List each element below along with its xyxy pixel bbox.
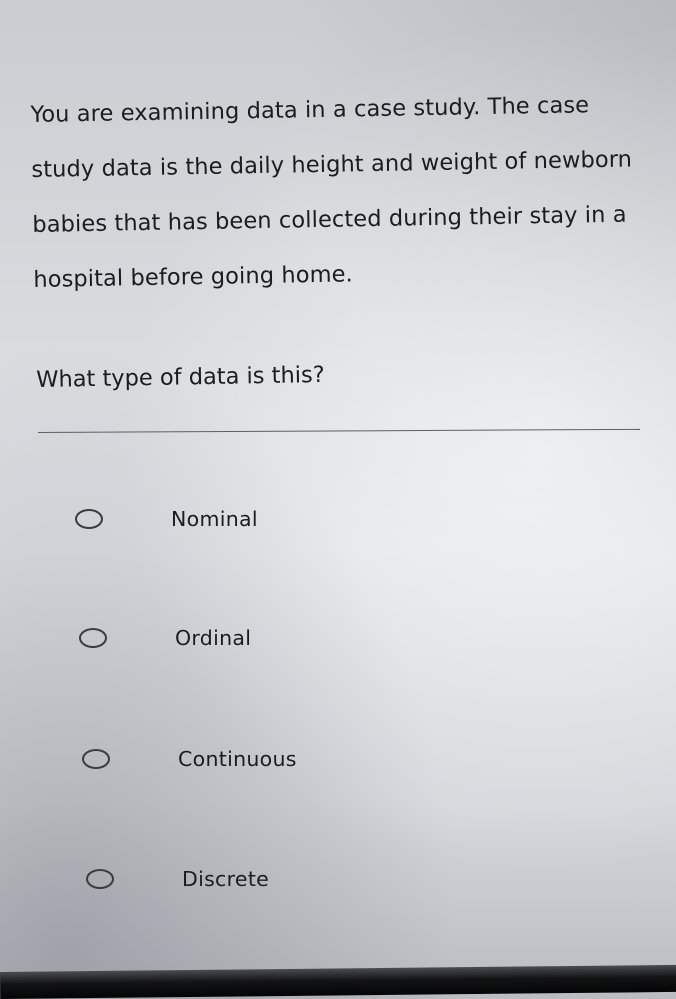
option-discrete[interactable] (86, 867, 269, 891)
screen-bottom-edge (0, 965, 676, 999)
radio-button[interactable] (79, 628, 107, 648)
prompt-line: hospital before going home. (33, 261, 354, 293)
option-label: Ordinal (175, 626, 252, 650)
option-ordinal[interactable] (79, 626, 251, 650)
option-label: Discrete (182, 867, 270, 891)
prompt-line: study data is the daily height and weight of newborn (31, 146, 633, 183)
prompt-line: babies that has been collected during their stay in a (32, 201, 627, 238)
sub-question: What type of data is this? (36, 361, 325, 393)
option-label: Continuous (178, 747, 297, 771)
prompt-line: You are examining data in a case study. The case (30, 92, 590, 128)
radio-button[interactable] (86, 869, 114, 889)
option-label: Nominal (171, 507, 258, 531)
option-continuous[interactable] (82, 747, 297, 771)
option-nominal[interactable] (75, 507, 258, 531)
radio-button[interactable] (75, 509, 103, 529)
radio-button[interactable] (82, 749, 110, 769)
